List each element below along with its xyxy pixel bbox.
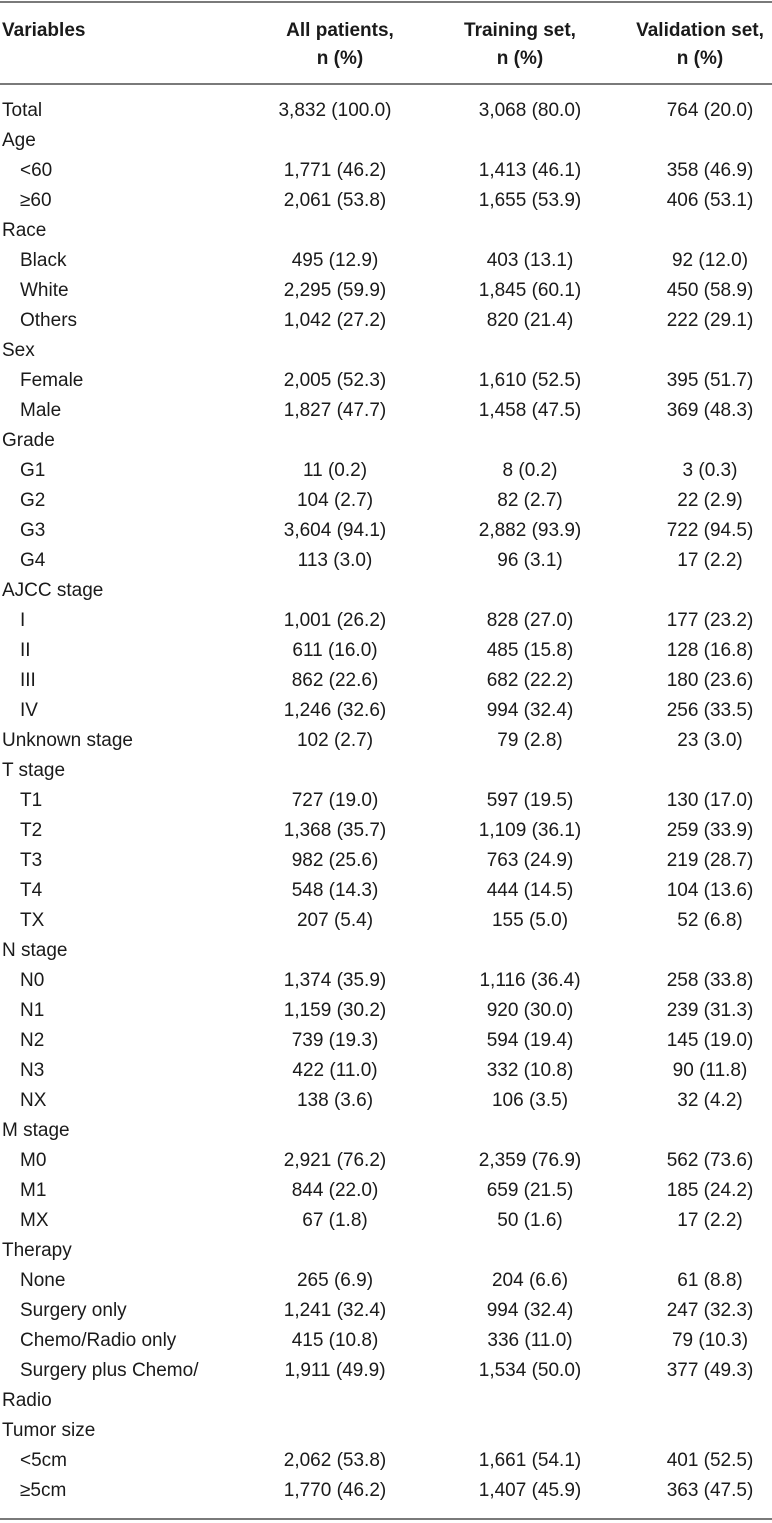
row-label: Surgery only [20, 1300, 127, 1321]
row-label: IV [20, 700, 38, 721]
cell-training-set: 1,109 (36.1) [478, 820, 582, 841]
cell-validation-set: 401 (52.5) [666, 1450, 754, 1471]
cell-validation-set: 377 (49.3) [666, 1360, 754, 1381]
table-row [0, 456, 772, 486]
cell-validation-set: 177 (23.2) [666, 610, 754, 631]
table-row [0, 1206, 772, 1236]
row-label: Surgery plus Chemo/ Radio [2, 1360, 199, 1411]
table-row [0, 1356, 772, 1416]
cell-all-patients: 2,062 (53.8) [283, 1450, 387, 1471]
cell-training-set: 659 (21.5) [486, 1180, 574, 1201]
characteristics-table [0, 1, 772, 1520]
table-row [0, 1416, 772, 1446]
cell-all-patients: 1,771 (46.2) [283, 160, 387, 181]
row-label: ≥60 [20, 190, 52, 211]
cell-all-patients: 2,295 (59.9) [283, 280, 387, 301]
cell-training-set: 1,407 (45.9) [478, 1480, 582, 1501]
cell-all-patients: 2,921 (76.2) [283, 1150, 387, 1171]
cell-all-patients: 1,001 (26.2) [283, 610, 387, 631]
cell-validation-set: 406 (53.1) [666, 190, 754, 211]
cell-all-patients: 2,061 (53.8) [283, 190, 387, 211]
table-row [0, 936, 772, 966]
table-row [0, 636, 772, 666]
cell-validation-set: 3 (0.3) [682, 460, 738, 481]
table-row [0, 996, 772, 1026]
cell-validation-set: 52 (6.8) [677, 910, 743, 931]
cell-training-set: 1,458 (47.5) [478, 400, 582, 421]
cell-all-patients: 2,005 (52.3) [283, 370, 387, 391]
cell-all-patients: 102 (2.7) [296, 730, 374, 751]
row-label: N3 [20, 1060, 45, 1081]
cell-training-set: 1,534 (50.0) [478, 1360, 582, 1381]
row-label: White [20, 280, 69, 301]
cell-training-set: 2,882 (93.9) [478, 520, 582, 541]
table-row [0, 1296, 772, 1326]
row-label: Chemo/Radio only [20, 1330, 177, 1351]
row-label: M stage [2, 1120, 70, 1141]
cell-validation-set: 722 (94.5) [666, 520, 754, 541]
table-row [0, 696, 772, 726]
cell-training-set: 1,661 (54.1) [478, 1450, 582, 1471]
cell-validation-set: 256 (33.5) [666, 700, 754, 721]
table-row [0, 786, 772, 816]
table-row [0, 366, 772, 396]
cell-all-patients: 104 (2.7) [296, 490, 374, 511]
cell-validation-set: 219 (28.7) [666, 850, 754, 871]
cell-training-set: 204 (6.6) [491, 1270, 569, 1291]
table-row [0, 396, 772, 426]
row-label: N0 [20, 970, 45, 991]
table-row [0, 666, 772, 696]
row-label: None [20, 1270, 66, 1291]
row-label: Grade [2, 430, 55, 451]
cell-training-set: 594 (19.4) [486, 1030, 574, 1051]
row-label: G3 [20, 520, 46, 541]
table-row [0, 426, 772, 456]
cell-training-set: 106 (3.5) [491, 1090, 569, 1111]
table-row [0, 1236, 772, 1266]
row-label: III [20, 670, 36, 691]
cell-training-set: 820 (21.4) [486, 310, 574, 331]
table-row [0, 726, 772, 756]
row-label: Black [20, 250, 67, 271]
row-label: M0 [20, 1150, 47, 1171]
cell-all-patients: 862 (22.6) [291, 670, 379, 691]
header-all-patients [240, 17, 440, 73]
cell-validation-set: 79 (10.3) [671, 1330, 749, 1351]
cell-validation-set: 92 (12.0) [671, 250, 749, 271]
cell-validation-set: 259 (33.9) [666, 820, 754, 841]
cell-all-patients: 3,832 (100.0) [278, 100, 392, 121]
cell-training-set: 8 (0.2) [502, 460, 558, 481]
table-row [0, 876, 772, 906]
row-label: AJCC stage [2, 580, 104, 601]
cell-validation-set: 90 (11.8) [672, 1060, 748, 1081]
cell-all-patients: 611 (16.0) [292, 640, 378, 661]
cell-training-set: 2,359 (76.9) [478, 1150, 582, 1171]
cell-training-set: 597 (19.5) [486, 790, 574, 811]
cell-all-patients: 982 (25.6) [291, 850, 379, 871]
cell-all-patients: 1,911 (49.9) [284, 1360, 386, 1381]
cell-training-set: 332 (10.8) [486, 1060, 574, 1081]
cell-all-patients: 138 (3.6) [296, 1090, 374, 1111]
table-row [0, 216, 772, 246]
cell-all-patients: 11 (0.2) [302, 460, 368, 481]
header-variables: Variables [2, 20, 86, 41]
cell-training-set: 994 (32.4) [486, 1300, 574, 1321]
table-row [0, 1086, 772, 1116]
header-valid-line2: n (%) [676, 48, 724, 69]
cell-validation-set: 23 (3.0) [677, 730, 743, 751]
cell-training-set: 403 (13.1) [486, 250, 574, 271]
cell-training-set: 3,068 (80.0) [478, 100, 582, 121]
cell-all-patients: 1,042 (27.2) [283, 310, 387, 331]
row-label: G4 [20, 550, 46, 571]
cell-all-patients: 844 (22.0) [291, 1180, 379, 1201]
cell-validation-set: 450 (58.9) [666, 280, 754, 301]
row-label: Total [2, 100, 43, 121]
row-label: N1 [20, 1000, 45, 1021]
table-row [0, 306, 772, 336]
cell-all-patients: 1,770 (46.2) [283, 1480, 387, 1501]
row-label: I [20, 610, 26, 631]
row-label: <60 [20, 160, 53, 181]
cell-validation-set: 395 (51.7) [666, 370, 754, 391]
cell-training-set: 336 (11.0) [487, 1330, 573, 1351]
row-label: Unknown stage [2, 730, 133, 751]
row-label: T2 [20, 820, 43, 841]
cell-training-set: 444 (14.5) [486, 880, 574, 901]
row-label: Tumor size [2, 1420, 96, 1441]
row-label: Sex [2, 340, 35, 361]
cell-training-set: 485 (15.8) [486, 640, 574, 661]
table-row [0, 126, 772, 156]
cell-all-patients: 1,827 (47.7) [283, 400, 387, 421]
cell-validation-set: 32 (4.2) [677, 1090, 743, 1111]
cell-all-patients: 415 (10.8) [291, 1330, 379, 1351]
table-row [0, 1446, 772, 1476]
cell-all-patients: 265 (6.9) [296, 1270, 374, 1291]
table-row [0, 1176, 772, 1206]
table-row [0, 1326, 772, 1356]
row-label: N2 [20, 1030, 45, 1051]
row-label: T3 [20, 850, 43, 871]
cell-all-patients: 495 (12.9) [291, 250, 379, 271]
cell-validation-set: 17 (2.2) [677, 1210, 743, 1231]
cell-validation-set: 104 (13.6) [666, 880, 754, 901]
cell-training-set: 96 (3.1) [497, 550, 563, 571]
cell-all-patients: 3,604 (94.1) [283, 520, 387, 541]
table-row [0, 1476, 772, 1506]
header-all-line2: n (%) [316, 48, 364, 69]
table-row [0, 1146, 772, 1176]
table-row [0, 756, 772, 786]
cell-all-patients: 1,159 (30.2) [283, 1000, 387, 1021]
cell-training-set: 1,610 (52.5) [478, 370, 582, 391]
cell-validation-set: 130 (17.0) [666, 790, 754, 811]
cell-validation-set: 258 (33.8) [666, 970, 754, 991]
cell-validation-set: 180 (23.6) [666, 670, 754, 691]
row-label: <5cm [20, 1450, 67, 1471]
row-label: NX [20, 1090, 47, 1111]
cell-validation-set: 17 (2.2) [677, 550, 743, 571]
row-label: T1 [20, 790, 43, 811]
cell-validation-set: 145 (19.0) [666, 1030, 754, 1051]
row-label: T4 [20, 880, 43, 901]
row-label: G1 [20, 460, 46, 481]
header-train-line2: n (%) [496, 48, 544, 69]
table-row [0, 486, 772, 516]
header-valid-line1: Validation set, [636, 20, 764, 41]
cell-all-patients: 207 (5.4) [296, 910, 374, 931]
header-all-line1: All patients, [286, 20, 394, 41]
cell-validation-set: 222 (29.1) [666, 310, 754, 331]
row-label: T stage [2, 760, 66, 781]
cell-all-patients: 67 (1.8) [302, 1210, 368, 1231]
cell-training-set: 1,845 (60.1) [478, 280, 582, 301]
cell-validation-set: 562 (73.6) [666, 1150, 754, 1171]
row-label: Male [20, 400, 62, 421]
row-label: Others [20, 310, 78, 331]
row-label: MX [20, 1210, 49, 1231]
table-row [0, 336, 772, 366]
cell-all-patients: 739 (19.3) [291, 1030, 379, 1051]
cell-all-patients: 1,241 (32.4) [283, 1300, 387, 1321]
table-row [0, 1116, 772, 1146]
row-label: M1 [20, 1180, 47, 1201]
cell-training-set: 994 (32.4) [486, 700, 574, 721]
table-row [0, 1266, 772, 1296]
cell-validation-set: 61 (8.8) [677, 1270, 743, 1291]
cell-training-set: 682 (22.2) [486, 670, 574, 691]
cell-validation-set: 764 (20.0) [666, 100, 754, 121]
table-row [0, 546, 772, 576]
table-row [0, 516, 772, 546]
cell-training-set: 1,655 (53.9) [478, 190, 582, 211]
row-label: Female [20, 370, 84, 391]
table-row [0, 246, 772, 276]
cell-training-set: 1,413 (46.1) [478, 160, 582, 181]
cell-all-patients: 1,374 (35.9) [283, 970, 387, 991]
cell-training-set: 1,116 (36.4) [479, 970, 581, 991]
table-row [0, 576, 772, 606]
table-row [0, 96, 772, 126]
cell-validation-set: 128 (16.8) [666, 640, 754, 661]
cell-validation-set: 247 (32.3) [666, 1300, 754, 1321]
table-row [0, 906, 772, 936]
table-row [0, 276, 772, 306]
table-row [0, 846, 772, 876]
row-label: II [20, 640, 31, 661]
header-validation-set [600, 17, 772, 73]
cell-training-set: 763 (24.9) [486, 850, 574, 871]
table-row [0, 1056, 772, 1086]
table-row [0, 1026, 772, 1056]
cell-all-patients: 727 (19.0) [291, 790, 379, 811]
cell-validation-set: 239 (31.3) [666, 1000, 754, 1021]
cell-validation-set: 363 (47.5) [666, 1480, 754, 1501]
cell-training-set: 50 (1.6) [497, 1210, 563, 1231]
cell-validation-set: 185 (24.2) [666, 1180, 754, 1201]
row-label: Race [2, 220, 47, 241]
cell-all-patients: 422 (11.0) [292, 1060, 378, 1081]
row-label: TX [20, 910, 45, 931]
table-row [0, 966, 772, 996]
bottom-rule [0, 1518, 772, 1520]
header-train-line1: Training set, [464, 20, 576, 41]
row-label: Age [2, 130, 36, 151]
cell-training-set: 920 (30.0) [486, 1000, 574, 1021]
cell-training-set: 155 (5.0) [491, 910, 569, 931]
row-label: G2 [20, 490, 46, 511]
cell-validation-set: 369 (48.3) [666, 400, 754, 421]
table-row [0, 606, 772, 636]
cell-all-patients: 1,246 (32.6) [283, 700, 387, 721]
table-header [0, 3, 772, 83]
cell-validation-set: 358 (46.9) [666, 160, 754, 181]
row-label: Therapy [2, 1240, 72, 1261]
table-body [0, 85, 772, 1518]
table-row [0, 186, 772, 216]
row-label: ≥5cm [20, 1480, 67, 1501]
cell-training-set: 79 (2.8) [497, 730, 563, 751]
cell-all-patients: 1,368 (35.7) [283, 820, 387, 841]
cell-all-patients: 548 (14.3) [291, 880, 379, 901]
row-label: N stage [2, 940, 68, 961]
cell-training-set: 82 (2.7) [497, 490, 563, 511]
table-row [0, 156, 772, 186]
cell-validation-set: 22 (2.9) [677, 490, 743, 511]
cell-all-patients: 113 (3.0) [297, 550, 373, 571]
cell-training-set: 828 (27.0) [486, 610, 574, 631]
table-row [0, 816, 772, 846]
header-training-set [420, 17, 620, 73]
